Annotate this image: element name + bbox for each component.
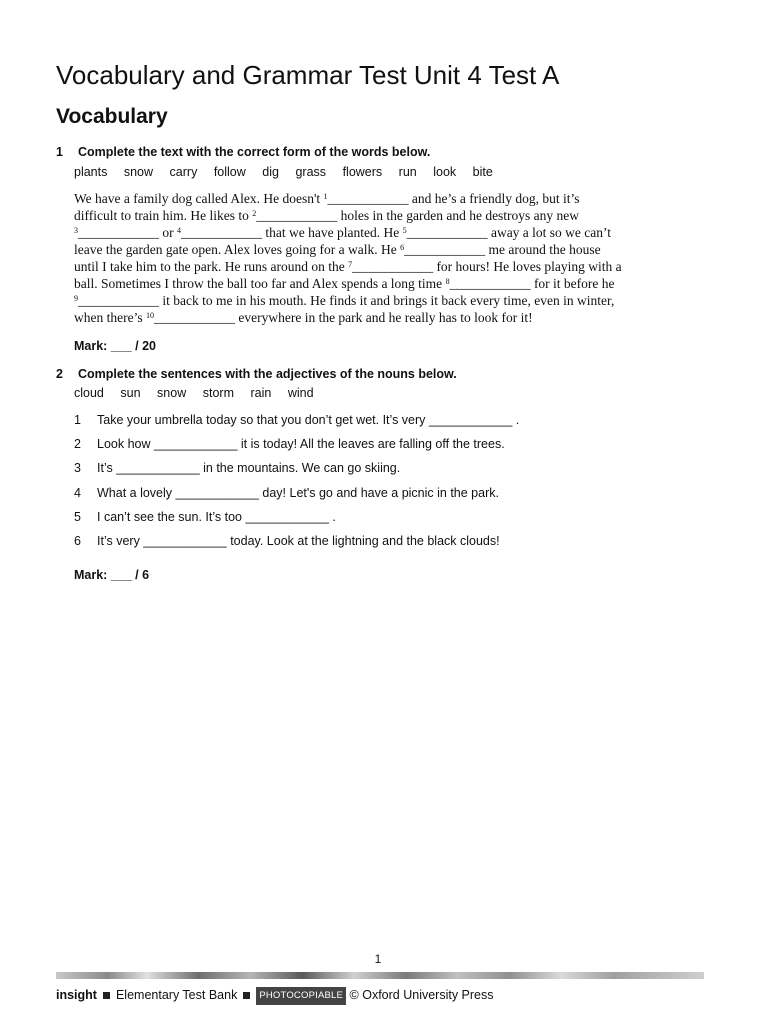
word-bank-item: bite <box>472 165 493 179</box>
question-2-word-bank <box>74 385 330 401</box>
footer-series: Elementary Test Bank <box>115 988 238 1002</box>
paragraph-line: when there’s $^{10}$____________ everywhere in the park and he really has to look for it! <box>74 310 533 325</box>
sentence-number: 2 <box>74 437 81 452</box>
footer-decorative-band <box>56 972 704 979</box>
gap-number-1: 1 <box>323 192 328 201</box>
gap-blank-3: ____________ <box>78 225 159 240</box>
photocopiable-badge: PHOTOCOPIABLE <box>256 987 346 1005</box>
section-title: Vocabulary <box>56 105 168 128</box>
sentence-text: What a lovely ____________ day! Let's go and have a picnic in the park. <box>97 485 499 500</box>
footer-publisher: © Oxford University Press <box>349 988 494 1002</box>
gap-number-10: 10 <box>145 311 154 320</box>
question-1-paragraph <box>74 190 714 326</box>
gap-number-2: 2 <box>252 209 257 218</box>
sentence-item <box>74 460 519 484</box>
word-bank-item: storm <box>202 386 234 400</box>
sentence-item <box>74 412 519 436</box>
sentence-text: It’s very ____________ today. Look at the lightning and the black clouds! <box>97 533 500 548</box>
sentence-item <box>74 436 519 460</box>
question-1-word-bank <box>74 164 509 180</box>
paragraph-line: We have a family dog called Alex. He doesn't $^1$____________ and he’s a friendly dog, but it’s <box>74 191 580 206</box>
gap-blank-10: ____________ <box>153 310 235 325</box>
word-bank-item: grass <box>295 165 327 179</box>
question-2-instruction: Complete the sentences with the adjectives of the nouns below. <box>78 367 457 381</box>
paragraph-line: leave the garden gate open. Alex loves going for a walk. He $^6$____________ me around the house <box>74 242 601 257</box>
footer <box>56 987 494 1005</box>
paragraph-line: $^9$____________ it back to me in his mouth. He finds it and brings it back every time, even in winter, <box>74 293 615 308</box>
word-bank-item: dig <box>262 165 279 179</box>
gap-number-8: 8 <box>445 277 450 286</box>
gap-blank-8: ____________ <box>449 276 531 291</box>
sentence-item <box>74 533 519 557</box>
sentence-number: 1 <box>74 413 81 427</box>
gap-number-4: 4 <box>177 226 181 235</box>
paragraph-line: ball. Sometimes I throw the ball too far and Alex spends a long time $^8$____________ for it before he <box>74 276 615 291</box>
page-number: 1 <box>374 952 382 966</box>
word-bank-item: rain <box>250 386 272 400</box>
word-bank-item: look <box>433 165 457 179</box>
question-1-number: 1 <box>56 145 63 159</box>
question-2-heading <box>56 366 457 382</box>
word-bank-item: plants <box>74 165 108 179</box>
gap-blank-2: ____________ <box>256 208 338 223</box>
gap-number-5: 5 <box>402 226 407 235</box>
word-bank-item: sun <box>120 386 141 400</box>
sentence-number: 4 <box>74 485 81 500</box>
sentence-number: 5 <box>74 509 81 524</box>
word-bank-item: flowers <box>342 165 383 179</box>
word-bank-item: cloud <box>74 386 104 400</box>
square-bullet-icon <box>103 992 110 999</box>
word-bank-item: snow <box>157 386 187 400</box>
word-bank-item: snow <box>123 165 154 179</box>
gap-number-3: 3 <box>74 226 78 235</box>
sentence-number: 6 <box>74 533 81 548</box>
footer-brand: insight <box>56 988 97 1002</box>
question-2-mark: Mark: ___ / 6 <box>74 568 150 582</box>
question-2-number: 2 <box>56 367 63 381</box>
sentence-number: 3 <box>74 461 81 476</box>
gap-number-7: 7 <box>348 260 353 269</box>
gap-blank-6: ____________ <box>404 242 486 257</box>
square-bullet-icon <box>243 992 250 999</box>
word-bank-item: follow <box>213 165 246 179</box>
gap-blank-1: ____________ <box>327 191 409 206</box>
word-bank-item: carry <box>169 165 198 179</box>
question-2-sentences <box>74 412 519 557</box>
paragraph-line: until I take him to the park. He runs around on the $^7$____________ for hours! He loves playing with a <box>74 259 622 274</box>
paragraph-line: $^3$____________ or $^4$____________ that we have planted. He $^5$____________ away a lot so we can’t <box>74 225 612 240</box>
word-bank-item: run <box>398 165 417 179</box>
question-1-mark: Mark: ___ / 20 <box>74 339 156 353</box>
gap-number-9: 9 <box>74 294 78 303</box>
sentence-item <box>74 485 519 509</box>
word-bank-item: wind <box>287 386 314 400</box>
gap-blank-7: ____________ <box>352 259 434 274</box>
gap-blank-5: ____________ <box>406 225 488 240</box>
sentence-text: It’s ____________ in the mountains. We can go skiing. <box>97 461 401 476</box>
gap-blank-9: ____________ <box>78 293 159 308</box>
sentence-item <box>74 509 519 533</box>
sentence-text: Take your umbrella today so that you don’t get wet. It’s very ____________ . <box>97 413 520 427</box>
paragraph-line: difficult to train him. He likes to $^2$____________ holes in the garden and he destroys any new <box>74 208 580 223</box>
gap-number-6: 6 <box>400 243 405 252</box>
question-1-instruction: Complete the text with the correct form of the words below. <box>78 145 431 159</box>
sentence-text: Look how ____________ it is today! All the leaves are falling off the trees. <box>97 437 505 452</box>
page-title: Vocabulary and Grammar Test Unit 4 Test A <box>56 60 560 90</box>
question-1-heading <box>56 144 430 160</box>
gap-blank-4: ____________ <box>181 225 262 240</box>
sentence-text: I can’t see the sun. It’s too ____________ . <box>97 509 336 524</box>
